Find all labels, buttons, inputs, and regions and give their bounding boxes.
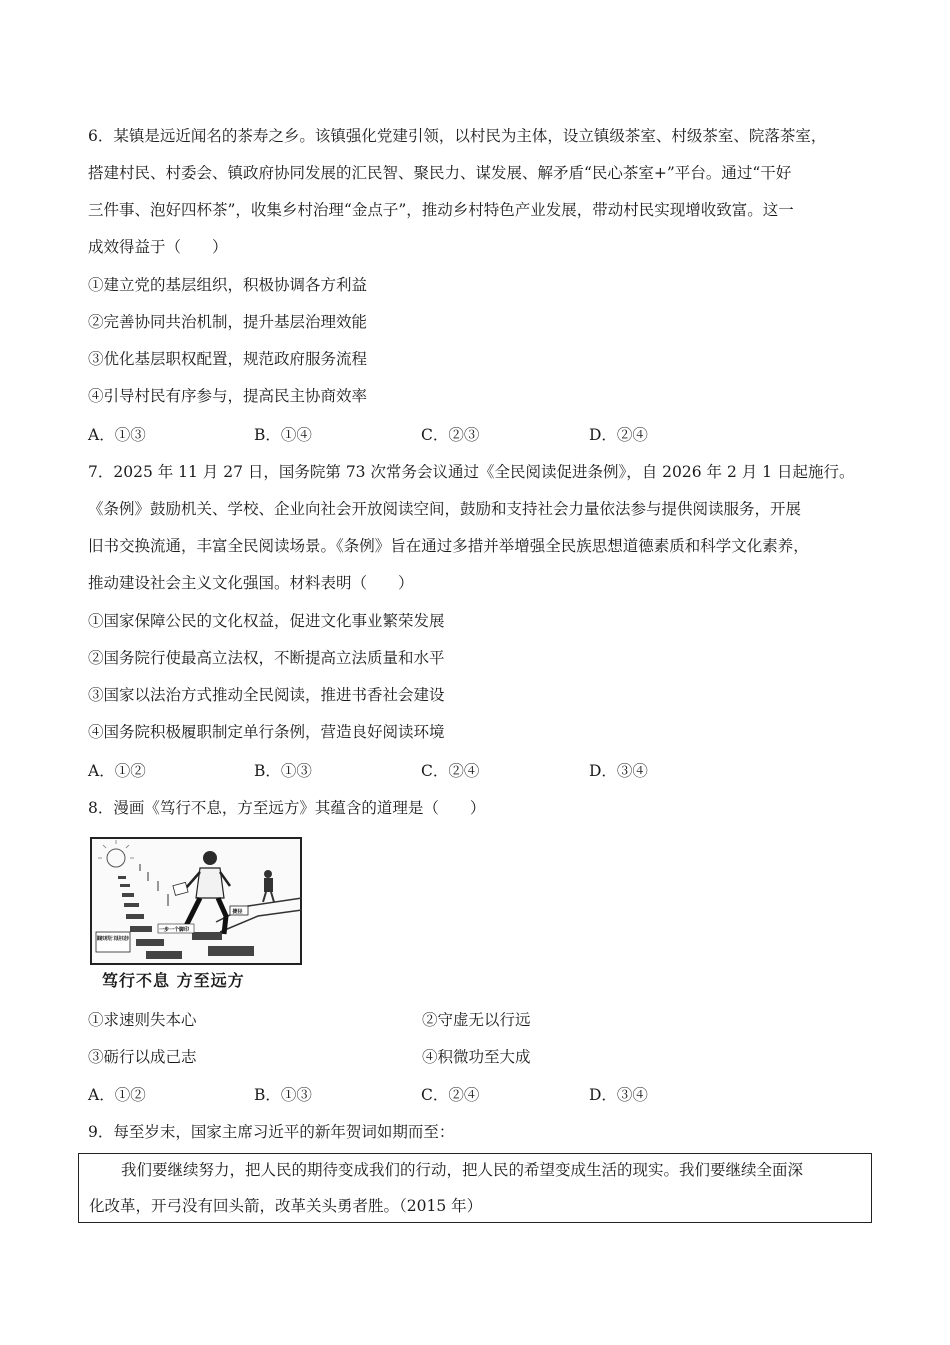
q6-statement-3: ③优化基层职权配置，规范政府服务流程 <box>88 350 368 368</box>
q8-option-a[interactable]: A．①② <box>88 1086 146 1104</box>
cartoon-illustration <box>88 836 304 996</box>
q7-option-a[interactable]: A．①② <box>88 762 146 780</box>
q6-option-d[interactable]: D．②④ <box>589 426 648 444</box>
q7-stem-line-4: 推动建设社会主义文化强国。材料表明（ ） <box>88 574 414 592</box>
q6-option-a[interactable]: A．①③ <box>88 426 146 444</box>
q7-option-b[interactable]: B．①③ <box>254 762 312 780</box>
q8-statements-row-2 <box>88 1047 878 1067</box>
q7-statement-1: ①国家保障公民的文化权益，促进文化事业繁荣发展 <box>88 612 445 630</box>
q6-stem-line-2: 搭建村民、村委会、镇政府协同发展的汇民智、聚民力、谋发展、解矛盾“民心茶室+”平台。通过“干好 <box>88 164 792 182</box>
q6-statement-2: ②完善协同共治机制，提升基层治理效能 <box>88 313 368 331</box>
q8-stem: 8．漫画《笃行不息，方至远方》其蕴含的道理是（ ） <box>88 799 486 817</box>
q8-option-b[interactable]: B．①③ <box>254 1086 312 1104</box>
cartoon-drawing <box>88 836 304 968</box>
board-label: 脚踏实地笃行 求真务实进步 <box>97 936 159 942</box>
q6-statement-4: ④引导村民有序参与，提高民主协商效率 <box>88 387 368 405</box>
q8-options <box>88 1085 878 1105</box>
q6-stem-line-4: 成效得益于（ ） <box>88 238 228 256</box>
q6-option-c[interactable]: C．②③ <box>421 426 480 444</box>
q8-statement-4: ④积微功至大成 <box>422 1048 531 1066</box>
q6-stem-line-3: 三件事、泡好四杯茶”，收集乡村治理“金点子”，推动乡村特色产业发展，带动村民实现增收致富。这一 <box>88 201 794 219</box>
q7-option-d[interactable]: D．③④ <box>589 762 648 780</box>
q6-statement-1: ①建立党的基层组织，积极协调各方利益 <box>88 276 368 294</box>
q7-stem-line-3: 旧书交换流通，丰富全民阅读场景。《条例》旨在通过多措并举增强全民族思想道德素质和科学文化素养， <box>88 537 809 555</box>
q7-statement-2: ②国务院行使最高立法权，不断提高立法质量和水平 <box>88 649 445 667</box>
q7-options <box>88 761 878 781</box>
q9-quote-line-2: 化改革，开弓没有回头箭，改革关头勇者胜。（2015 年） <box>89 1197 483 1215</box>
q9-quote-line-1: 我们要继续努力，把人民的期待变成我们的行动，把人民的希望变成生活的现实。我们要继续全面深 <box>121 1161 804 1179</box>
q7-stem-line-2: 《条例》鼓励机关、学校、企业向社会开放阅读空间，鼓励和支持社会力量依法参与提供阅读服务，开展 <box>88 500 802 518</box>
q7-stem-line-1: 7．2025 年 11 月 27 日，国务院第 73 次常务会议通过《全民阅读促进条例》，自 2026 年 2 月 1 日起施行。 <box>88 463 855 481</box>
q8-statement-1: ①求速则失本心 <box>88 1011 197 1029</box>
q6-option-b[interactable]: B．①④ <box>254 426 312 444</box>
q9-stem: 9．每至岁末，国家主席习近平的新年贺词如期而至： <box>88 1123 455 1141</box>
cartoon-title: 笃行不息 方至远方 <box>102 971 245 990</box>
q7-statement-4: ④国务院积极履职制定单行条例，营造良好阅读环境 <box>88 723 445 741</box>
q8-option-c[interactable]: C．②④ <box>421 1086 480 1104</box>
shortcut-sign-label: 捷径 <box>232 909 243 915</box>
q8-statement-2: ②守虚无以行远 <box>422 1011 531 1029</box>
q8-option-d[interactable]: D．③④ <box>589 1086 648 1104</box>
q8-statement-3: ③砺行以成己志 <box>88 1048 197 1066</box>
q9-quote-box <box>78 1153 872 1223</box>
q7-statement-3: ③国家以法治方式推动全民阅读，推进书香社会建设 <box>88 686 445 704</box>
steps-label: 一步一个脚印 <box>159 927 190 933</box>
q6-options <box>88 425 878 445</box>
q8-statements-row-1 <box>88 1010 878 1030</box>
q7-option-c[interactable]: C．②④ <box>421 762 480 780</box>
q6-stem-line-1: 6．某镇是远近闻名的茶寿之乡。该镇强化党建引领，以村民为主体，设立镇级茶室、村级茶室、院落茶室， <box>88 127 827 145</box>
